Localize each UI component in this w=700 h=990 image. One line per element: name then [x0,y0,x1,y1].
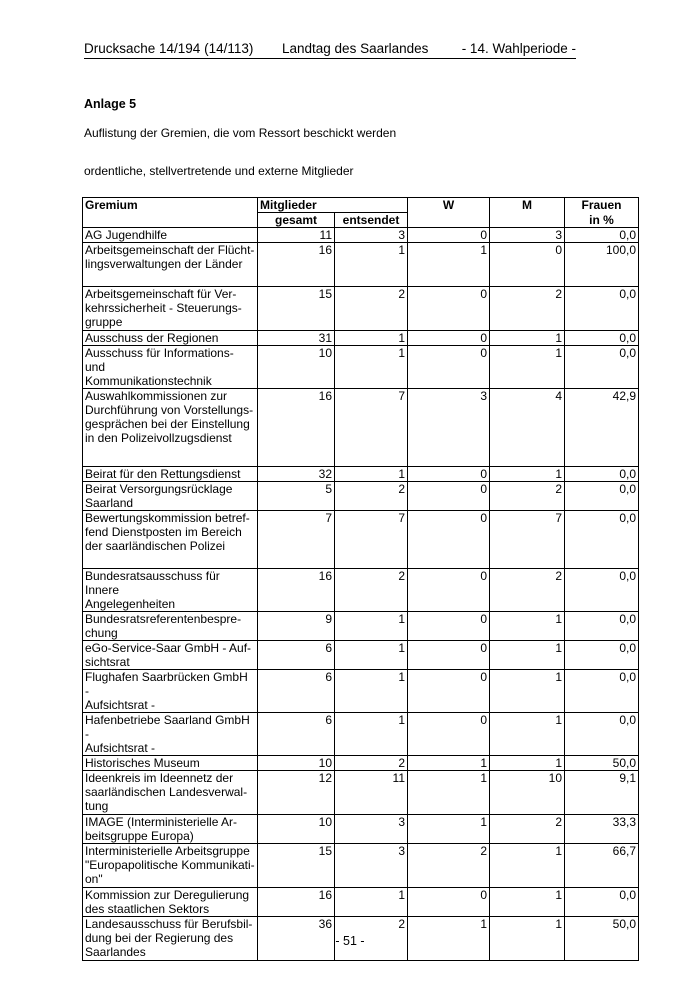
gremium-name: Arbeitsgemeinschaft für Ver- kehrssicherheit - Steuerungs- gruppe [83,287,258,331]
cell-gesamt: 10 [258,346,335,389]
cell-m: 0 [490,243,565,287]
cell-w: 1 [408,756,490,771]
table-row [83,771,639,815]
gremium-name: AG Jugendhilfe [83,228,258,243]
cell-gesamt: 36 [258,917,335,961]
cell-w: 0 [408,569,490,612]
header-gremium: Gremium [83,198,258,228]
cell-entsendet: 2 [335,287,408,331]
cell-frauen: 0,0 [565,888,639,917]
table-row [83,612,639,641]
gremium-name: Kommission zur Deregulierung des staatlichen Sektors [83,888,258,917]
gremium-name: Beirat für den Rettungsdienst [83,467,258,482]
anlage-title: Anlage 5 [84,97,137,111]
page-number: - 51 - [335,934,365,948]
cell-m: 3 [490,228,565,243]
cell-entsendet: 2 [335,482,408,511]
cell-m: 2 [490,287,565,331]
cell-entsendet: 3 [335,228,408,243]
cell-m: 7 [490,511,565,569]
gremium-name: eGo-Service-Saar GmbH - Auf- sichtsrat [83,641,258,670]
cell-m: 1 [490,917,565,961]
gremium-name: Ideenkreis im Ideennetz der saarländischen Landesverwal- tung [83,771,258,815]
header-gesamt: gesamt [258,213,335,228]
cell-m: 1 [490,713,565,756]
cell-frauen: 9,1 [565,771,639,815]
cell-w: 0 [408,467,490,482]
cell-entsendet: 3 [335,815,408,844]
table-row [83,756,639,771]
cell-entsendet: 1 [335,713,408,756]
cell-w: 0 [408,511,490,569]
table-row [83,346,639,389]
cell-m: 1 [490,346,565,389]
cell-entsendet: 2 [335,569,408,612]
header-w-empty [408,213,490,228]
cell-w: 1 [408,815,490,844]
cell-frauen: 33,3 [565,815,639,844]
cell-m: 1 [490,844,565,888]
cell-frauen: 0,0 [565,670,639,713]
cell-gesamt: 10 [258,756,335,771]
cell-w: 0 [408,331,490,346]
cell-gesamt: 15 [258,844,335,888]
cell-entsendet: 1 [335,670,408,713]
table-row [83,331,639,346]
cell-entsendet: 1 [335,641,408,670]
table-row [83,228,639,243]
cell-gesamt: 16 [258,243,335,287]
header-m: M [490,198,565,213]
cell-entsendet: 1 [335,243,408,287]
gremium-name: Auswahlkommissionen zur Durchführung von Vorstellungs- gesprächen bei der Einstellung in den Polizeivollzugsdienst [83,389,258,467]
header-drucksache: Drucksache 14/194 (14/113) [84,41,254,56]
cell-w: 2 [408,844,490,888]
cell-w: 1 [408,917,490,961]
cell-entsendet: 3 [335,844,408,888]
cell-entsendet: 2 [335,917,408,961]
gremium-name: Flughafen Saarbrücken GmbH - Aufsichtsrat - [83,670,258,713]
cell-m: 4 [490,389,565,467]
cell-gesamt: 16 [258,569,335,612]
cell-frauen: 0,0 [565,287,639,331]
table-row [83,641,639,670]
table-row [83,243,639,287]
header-wahlperiode: - 14. Wahlperiode - [461,41,576,56]
header-mitglieder: Mitglieder [258,198,408,213]
cell-frauen: 0,0 [565,331,639,346]
cell-w: 0 [408,612,490,641]
cell-frauen: 0,0 [565,612,639,641]
cell-entsendet: 7 [335,511,408,569]
table-row [83,389,639,467]
cell-gesamt: 32 [258,467,335,482]
cell-gesamt: 6 [258,670,335,713]
cell-m: 1 [490,641,565,670]
cell-gesamt: 16 [258,389,335,467]
cell-entsendet: 1 [335,331,408,346]
cell-w: 0 [408,287,490,331]
cell-m: 2 [490,569,565,612]
cell-gesamt: 6 [258,713,335,756]
cell-gesamt: 11 [258,228,335,243]
cell-entsendet: 7 [335,389,408,467]
header-w: W [408,198,490,213]
cell-frauen: 0,0 [565,713,639,756]
cell-w: 0 [408,346,490,389]
cell-gesamt: 10 [258,815,335,844]
cell-m: 1 [490,331,565,346]
cell-frauen: 50,0 [565,756,639,771]
gremium-name: Ausschuss der Regionen [83,331,258,346]
header-frauen: Frauen [565,198,639,213]
header-entsendet: entsendet [335,213,408,228]
cell-w: 0 [408,713,490,756]
cell-m: 1 [490,888,565,917]
cell-w: 3 [408,389,490,467]
cell-m: 1 [490,612,565,641]
table-row [83,713,639,756]
table-row [83,815,639,844]
table-row [83,287,639,331]
cell-frauen: 100,0 [565,243,639,287]
cell-gesamt: 15 [258,287,335,331]
cell-frauen: 0,0 [565,511,639,569]
cell-m: 1 [490,467,565,482]
cell-frauen: 0,0 [565,482,639,511]
header-landtag: Landtag des Saarlandes [282,41,429,56]
gremium-name: Landesausschuss für Berufsbil- dung bei der Regierung des Saarlandes [83,917,258,961]
cell-entsendet: 2 [335,756,408,771]
gremium-name: Hafenbetriebe Saarland GmbH - Aufsichtsrat - [83,713,258,756]
cell-w: 0 [408,641,490,670]
cell-frauen: 0,0 [565,569,639,612]
cell-frauen: 0,0 [565,641,639,670]
cell-w: 0 [408,888,490,917]
cell-m: 10 [490,771,565,815]
cell-gesamt: 12 [258,771,335,815]
header-m-empty [490,213,565,228]
cell-m: 2 [490,482,565,511]
subtitle-mitglieder: ordentliche, stellvertretende und externe Mitglieder [84,164,354,178]
cell-w: 0 [408,670,490,713]
cell-frauen: 0,0 [565,346,639,389]
cell-entsendet: 1 [335,467,408,482]
cell-frauen: 42,9 [565,389,639,467]
gremium-name: IMAGE (Interministerielle Ar- beitsgruppe Europa) [83,815,258,844]
cell-w: 1 [408,243,490,287]
table-row [83,888,639,917]
gremium-name: Bewertungskommission betref- fend Dienstposten im Bereich der saarländischen Polizei [83,511,258,569]
gremien-table [82,197,639,961]
cell-entsendet: 1 [335,612,408,641]
table-row [83,482,639,511]
header-in-prozent: in % [565,213,639,228]
page-header [84,40,576,59]
cell-frauen: 50,0 [565,917,639,961]
table-row [83,467,639,482]
cell-frauen: 0,0 [565,467,639,482]
table-row [83,844,639,888]
cell-gesamt: 31 [258,331,335,346]
gremium-name: Beirat Versorgungsrücklage Saarland [83,482,258,511]
cell-gesamt: 9 [258,612,335,641]
cell-m: 1 [490,756,565,771]
gremium-name: Historisches Museum [83,756,258,771]
cell-frauen: 66,7 [565,844,639,888]
cell-gesamt: 5 [258,482,335,511]
cell-entsendet: 11 [335,771,408,815]
gremium-name: Bundesratsreferentenbespre- chung [83,612,258,641]
cell-w: 1 [408,771,490,815]
cell-frauen: 0,0 [565,228,639,243]
cell-w: 0 [408,482,490,511]
cell-gesamt: 16 [258,888,335,917]
subtitle-gremien: Auflistung der Gremien, die vom Ressort beschickt werden [84,126,397,140]
gremium-name: Ausschuss für Informations- und Kommunikationstechnik [83,346,258,389]
gremium-name: Arbeitsgemeinschaft der Flücht- lingsverwaltungen der Länder [83,243,258,287]
cell-entsendet: 1 [335,346,408,389]
table-row [83,569,639,612]
gremium-name: Bundesratsausschuss für Innere Angelegenheiten [83,569,258,612]
table-row [83,670,639,713]
cell-w: 0 [408,228,490,243]
table-row [83,511,639,569]
cell-gesamt: 6 [258,641,335,670]
cell-m: 1 [490,670,565,713]
cell-m: 2 [490,815,565,844]
cell-gesamt: 7 [258,511,335,569]
cell-entsendet: 1 [335,888,408,917]
gremium-name: Interministerielle Arbeitsgruppe "Europapolitische Kommunikati- on" [83,844,258,888]
